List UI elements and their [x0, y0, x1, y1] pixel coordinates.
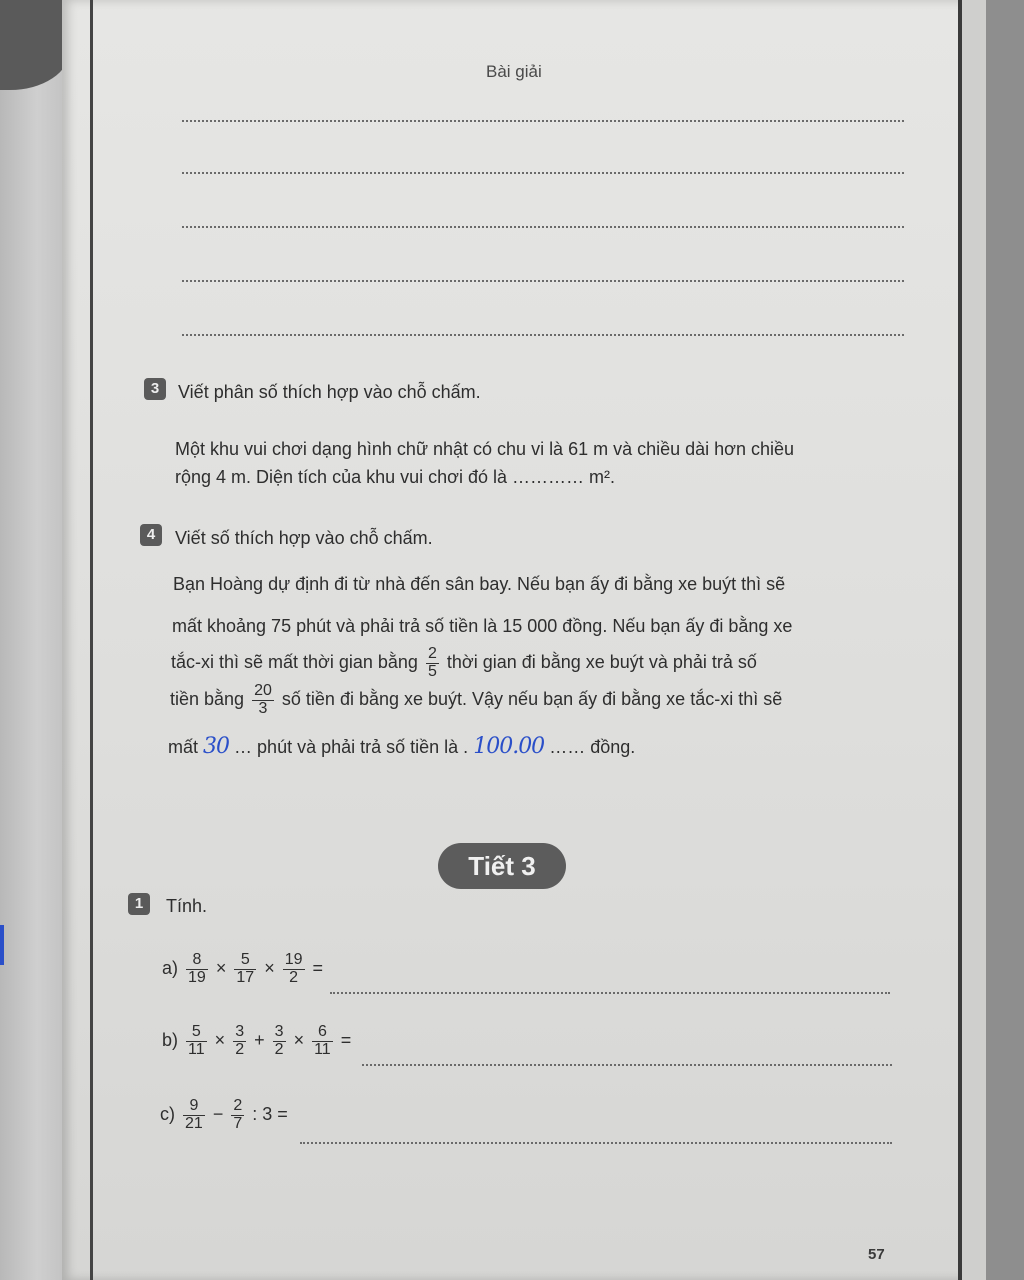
answer-line[interactable]: [182, 334, 904, 336]
exercise-3-line-2: [175, 467, 615, 488]
exercise-4-line-5b: … phút và phải trả số tiền là .: [234, 737, 469, 757]
operator: ×: [264, 958, 275, 979]
fraction: $\frac{8}{19}$: [188, 951, 206, 986]
exercise-3-blank[interactable]: …………: [512, 467, 584, 487]
part-c-answer-line[interactable]: [300, 1142, 892, 1144]
exercise-4-line-3b: thời gian đi bằng xe buýt và phải trả số: [446, 652, 757, 673]
answer-line[interactable]: [182, 172, 904, 174]
part-b-answer-line[interactable]: [362, 1064, 892, 1066]
handwritten-minutes-answer[interactable]: 30: [203, 734, 230, 759]
fraction: $\frac{9}{21}$: [185, 1097, 203, 1132]
exercise-4-line-3: [171, 646, 757, 681]
workbook-page: [62, 0, 982, 1280]
page-spine-line: [90, 0, 93, 1280]
exercise-4-line-5: [168, 734, 635, 759]
answer-line[interactable]: [182, 226, 904, 228]
fraction: $\frac{19}{2}$: [284, 951, 303, 986]
exercise-1-number: 1: [128, 893, 150, 915]
exercise-3-line-1: Một khu vui chơi dạng hình chữ nhật có chu vi là 61 m và chiều dài hơn chiều: [175, 439, 795, 459]
part-a-answer-line[interactable]: [330, 992, 890, 994]
fraction: $\frac{3}{2}$: [274, 1023, 284, 1058]
exercise-4-line-3a: tắc-xi thì sẽ mất thời gian bằng: [171, 652, 418, 673]
page-number: 57: [868, 1246, 885, 1263]
fraction-two-fifths: $\frac{2}{5}$: [427, 645, 437, 680]
handwritten-money-answer[interactable]: 100.00: [473, 734, 545, 759]
answer-line[interactable]: [182, 120, 904, 122]
operator: +: [254, 1030, 265, 1051]
operator: ×: [215, 958, 227, 979]
adjacent-page: [0, 0, 62, 1280]
exercise-1-title: Tính.: [166, 896, 208, 916]
exercise-1b: [162, 1024, 351, 1059]
exercise-1c: [160, 1098, 288, 1133]
operator: −: [212, 1104, 224, 1125]
answer-line[interactable]: [182, 280, 904, 282]
exercise-4-line-4b: số tiền đi bằng xe buýt. Vậy nếu bạn ấy đi bằng xe tắc-xi thì sẽ: [281, 689, 783, 710]
pen-mark: [0, 925, 4, 965]
exercise-4-line-2: mất khoảng 75 phút và phải trả số tiền là 15 000 đồng. Nếu bạn ấy đi bằng xe: [172, 616, 793, 636]
fraction: $\frac{3}{2}$: [235, 1023, 245, 1058]
exercise-3-title: Viết phân số thích hợp vào chỗ chấm.: [178, 382, 481, 402]
exercise-4-title: Viết số thích hợp vào chỗ chấm.: [175, 528, 433, 548]
division-expression: : 3 =: [252, 1104, 288, 1125]
part-b-label: b): [162, 1030, 179, 1051]
solution-heading: Bài giải: [486, 62, 542, 81]
exercise-4-line-4a: tiền bằng: [170, 689, 245, 710]
exercise-3-number: 3: [144, 378, 166, 400]
equals-sign: =: [312, 958, 324, 979]
exercise-3-line-2-text: rộng 4 m. Diện tích của khu vui chơi đó là: [175, 467, 507, 487]
fraction: $\frac{6}{11}$: [314, 1023, 331, 1058]
part-c-label: c): [160, 1104, 175, 1125]
fraction-twenty-thirds: $\frac{20}{3}$: [254, 682, 272, 717]
section-label-badge: Tiết 3: [438, 843, 566, 889]
page-right-edge: [958, 0, 986, 1280]
fraction: $\frac{5}{17}$: [236, 951, 255, 986]
exercise-4-line-1: Bạn Hoàng dự định đi từ nhà đến sân bay. Nếu bạn ấy đi bằng xe buýt thì sẽ: [173, 574, 786, 594]
exercise-1a: [162, 952, 323, 987]
operator: ×: [214, 1030, 226, 1051]
operator: ×: [293, 1030, 305, 1051]
exercise-4-number: 4: [140, 524, 162, 546]
fraction: $\frac{2}{7}$: [233, 1097, 243, 1132]
fraction: $\frac{5}{11}$: [188, 1023, 205, 1058]
exercise-4-line-5a: mất: [168, 737, 199, 757]
exercise-4-line-5c: …… đồng.: [549, 737, 636, 757]
equals-sign: =: [340, 1030, 352, 1051]
exercise-4-line-4: [170, 683, 782, 718]
exercise-3-unit: m².: [589, 467, 616, 487]
part-a-label: a): [162, 958, 179, 979]
